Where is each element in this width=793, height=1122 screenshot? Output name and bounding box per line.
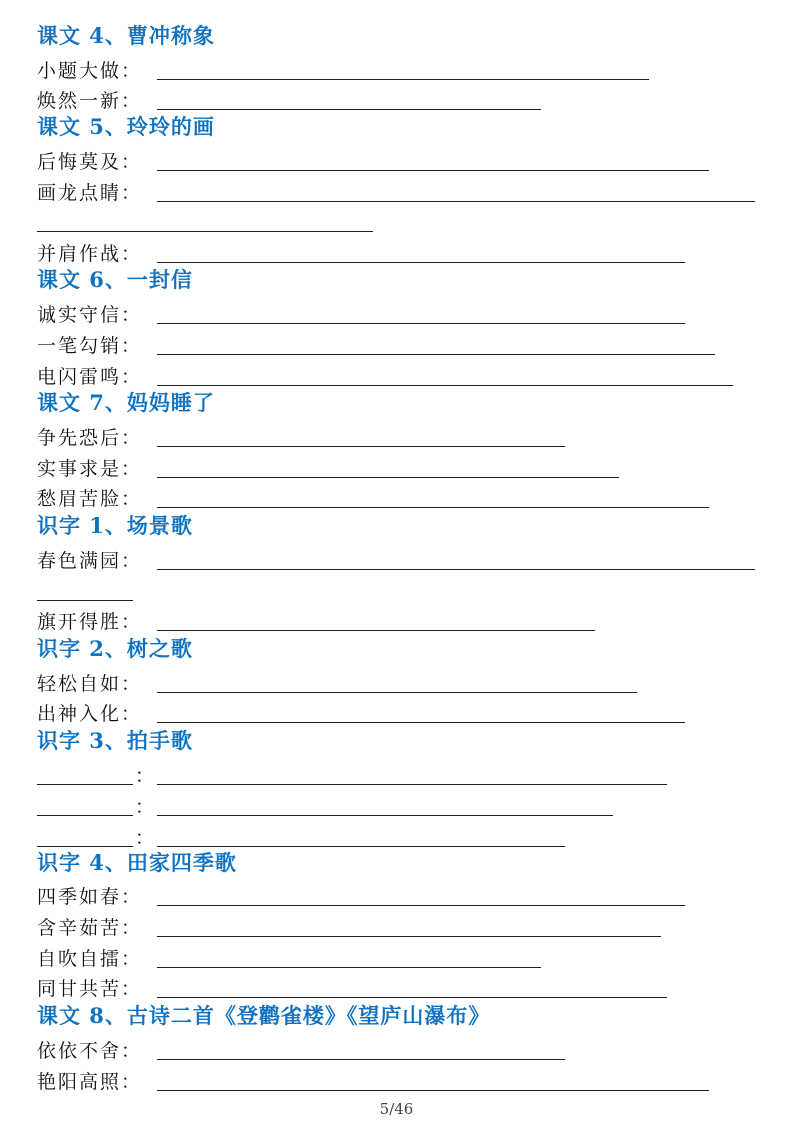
idiom-blank[interactable] <box>37 784 133 785</box>
idiom-row <box>37 237 777 267</box>
idiom-row <box>37 482 777 512</box>
section-heading: 识字 3、拍手歌 <box>37 728 193 753</box>
blank-idiom-row <box>37 790 777 820</box>
idiom-row <box>37 697 777 727</box>
section-heading: 识字 4、田家四季歌 <box>37 850 237 875</box>
answer-line[interactable] <box>157 201 755 202</box>
section-heading: 课文 6、一封信 <box>37 267 193 292</box>
section-heading: 课文 7、妈妈睡了 <box>37 390 215 415</box>
answer-line[interactable] <box>157 997 667 998</box>
answer-line[interactable] <box>157 815 613 816</box>
section-heading: 课文 5、玲玲的画 <box>37 114 215 139</box>
idiom-label: 电闪雷鸣： <box>37 366 143 388</box>
answer-line[interactable] <box>157 1059 565 1060</box>
colon: ： <box>135 765 155 787</box>
answer-line[interactable] <box>157 692 637 693</box>
blank-idiom-row <box>37 759 777 789</box>
answer-line[interactable] <box>157 262 685 263</box>
idiom-label: 画龙点睛： <box>37 182 143 204</box>
answer-line[interactable] <box>157 79 649 80</box>
answer-line[interactable] <box>157 507 709 508</box>
idiom-row <box>37 452 777 482</box>
section-heading: 识字 2、树之歌 <box>37 636 193 661</box>
answer-line[interactable] <box>157 846 565 847</box>
idiom-row <box>37 84 777 114</box>
idiom-blank[interactable] <box>37 815 133 816</box>
answer-line[interactable] <box>157 385 733 386</box>
idiom-row <box>37 605 777 635</box>
idiom-label: 同甘共苦： <box>37 978 143 1000</box>
idiom-label: 愁眉苦脸： <box>37 488 143 510</box>
answer-line[interactable] <box>157 630 595 631</box>
idiom-label: 争先恐后： <box>37 427 143 449</box>
idiom-label: 旗开得胜： <box>37 611 143 633</box>
idiom-row <box>37 329 777 359</box>
blank-idiom-row <box>37 821 777 851</box>
colon: ： <box>135 827 155 849</box>
idiom-row <box>37 544 777 574</box>
answer-line[interactable] <box>157 936 661 937</box>
answer-line-continuation[interactable] <box>37 600 133 601</box>
answer-line[interactable] <box>157 967 541 968</box>
idiom-blank[interactable] <box>37 846 133 847</box>
idiom-row <box>37 942 777 972</box>
idiom-row <box>37 298 777 328</box>
idiom-row <box>37 1065 777 1095</box>
idiom-row <box>37 667 777 697</box>
idiom-row <box>37 145 777 175</box>
answer-line[interactable] <box>157 1090 709 1091</box>
answer-line[interactable] <box>157 446 565 447</box>
idiom-label: 诚实守信： <box>37 304 143 326</box>
idiom-row <box>37 360 777 390</box>
idiom-label: 依依不舍： <box>37 1040 143 1062</box>
answer-line[interactable] <box>157 109 541 110</box>
answer-line-continuation[interactable] <box>37 231 373 232</box>
section-heading: 课文 4、曹冲称象 <box>37 23 215 48</box>
idiom-label: 出神入化： <box>37 703 143 725</box>
answer-line[interactable] <box>157 569 755 570</box>
idiom-label: 春色满园： <box>37 550 143 572</box>
idiom-label: 并肩作战： <box>37 243 143 265</box>
answer-line[interactable] <box>157 170 709 171</box>
idiom-label: 实事求是： <box>37 458 143 480</box>
idiom-label: 艳阳高照： <box>37 1071 143 1093</box>
colon: ： <box>135 796 155 818</box>
section-heading: 课文 8、古诗二首《登鹳雀楼》《望庐山瀑布》 <box>37 1003 491 1028</box>
answer-line[interactable] <box>157 477 619 478</box>
answer-line[interactable] <box>157 354 715 355</box>
answer-line[interactable] <box>157 784 667 785</box>
idiom-row <box>37 880 777 910</box>
idiom-row <box>37 1034 777 1064</box>
idiom-row <box>37 54 777 84</box>
section-heading: 识字 1、场景歌 <box>37 513 193 538</box>
idiom-label: 后悔莫及： <box>37 151 143 173</box>
answer-line[interactable] <box>157 722 685 723</box>
idiom-row <box>37 972 777 1002</box>
answer-line[interactable] <box>157 323 685 324</box>
idiom-row <box>37 176 777 206</box>
idiom-label: 自吹自擂： <box>37 948 143 970</box>
idiom-label: 含辛茹苦： <box>37 917 143 939</box>
page-number: 5/46 <box>379 1100 414 1118</box>
idiom-label: 四季如春： <box>37 886 143 908</box>
idiom-row <box>37 421 777 451</box>
idiom-row <box>37 911 777 941</box>
idiom-label: 小题大做： <box>37 60 143 82</box>
idiom-label: 轻松自如： <box>37 673 143 695</box>
answer-line[interactable] <box>157 905 685 906</box>
idiom-label: 焕然一新： <box>37 90 143 112</box>
idiom-label: 一笔勾销： <box>37 335 143 357</box>
